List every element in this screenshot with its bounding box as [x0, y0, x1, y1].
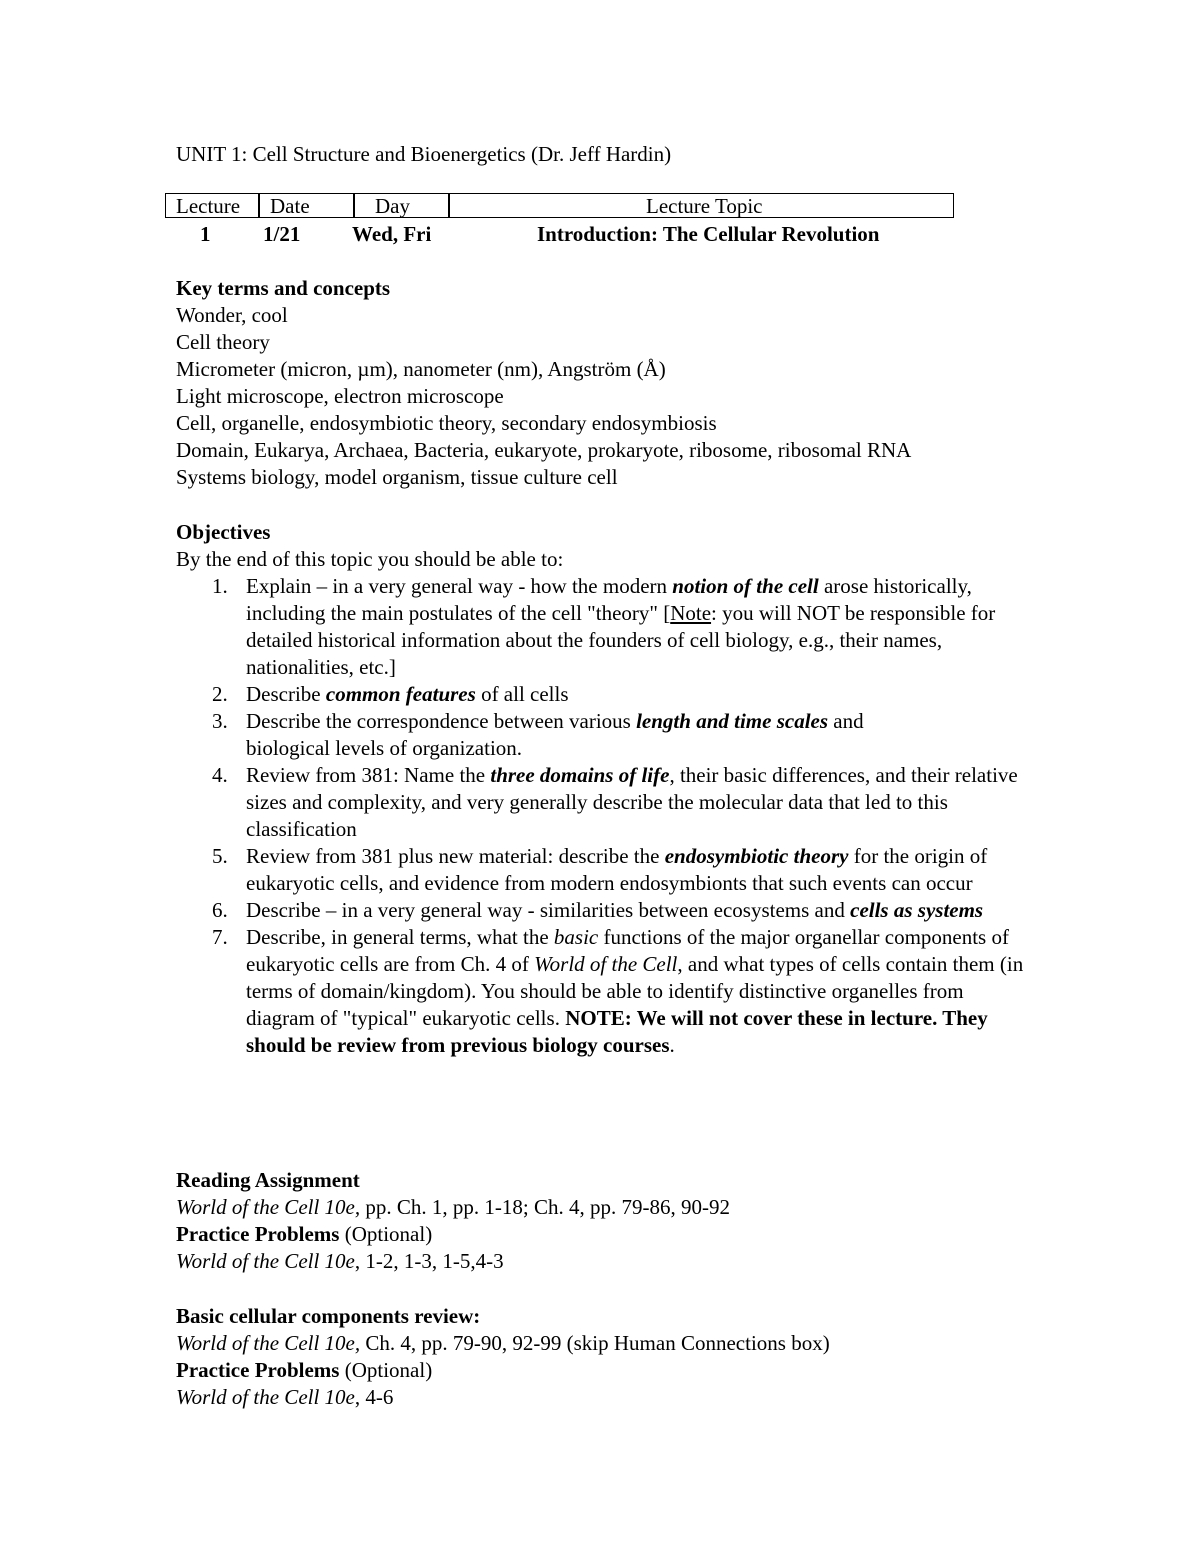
practice-line	[176, 1357, 1046, 1384]
key-term-item: Cell, organelle, endosymbiotic theory, secondary endosymbiosis	[176, 411, 717, 435]
header-date: Date	[270, 194, 310, 218]
lecture-table-header	[165, 193, 954, 218]
table-divider	[258, 193, 260, 218]
objective-item	[176, 681, 1036, 708]
objective-item	[176, 708, 946, 762]
key-terms-heading: Key terms and concepts	[176, 276, 391, 300]
objective-note: NOTE: We will not cover these in lecture. They should be review from previous biology courses	[246, 1006, 988, 1057]
objective-emphasis: endosymbiotic theory	[664, 844, 849, 868]
objective-item	[176, 843, 1006, 897]
practice-items-line	[176, 1384, 1046, 1411]
objectives-intro: By the end of this topic you should be able to:	[176, 547, 564, 571]
row-day: Wed, Fri	[352, 222, 432, 246]
objective-number: 2.	[212, 682, 228, 706]
objectives-heading: Objectives	[176, 520, 271, 544]
reading-line	[176, 1194, 1046, 1221]
objective-item	[176, 762, 1036, 843]
review-pages: Ch. 4, pp. 79-90, 92-99 (skip Human Connections box)	[360, 1331, 830, 1355]
book-title: World of the Cell	[534, 952, 678, 976]
objective-item	[176, 897, 1016, 924]
objectives-section	[176, 519, 1036, 1059]
objectives-list	[176, 573, 1036, 1059]
objective-number: 3.	[212, 709, 228, 733]
objective-text: , and what types of cells contain them (in terms of domain/kingdom). You should be able to identify distinctive organelles from diagram of "typical" eukaryotic cells.	[246, 952, 1024, 1030]
reading-pages: pp. Ch. 1, pp. 1-18; Ch. 4, pp. 79-86, 90-92	[360, 1195, 730, 1219]
objective-text: and biological levels of organization.	[246, 709, 864, 760]
table-divider	[448, 193, 450, 218]
practice-optional: (Optional)	[339, 1358, 433, 1382]
table-divider	[353, 193, 355, 218]
reading-heading: Reading Assignment	[176, 1168, 360, 1192]
objective-text: functions of the major organellar components of eukaryotic cells are from Ch. 4 of	[246, 925, 1009, 976]
practice-items: , 4-6	[354, 1385, 394, 1409]
objective-number: 5.	[212, 844, 228, 868]
book-title: World of the Cell 10e,	[176, 1195, 361, 1219]
basic-review-heading: Basic cellular components review:	[176, 1304, 481, 1328]
book-title: World of the Cell 10e	[176, 1385, 355, 1409]
unit-title: UNIT 1: Cell Structure and Bioenergetics (Dr. Jeff Hardin)	[176, 142, 672, 166]
objective-text: Explain – in a very general way - how the modern	[246, 574, 673, 598]
basic-review-section	[176, 1303, 1046, 1411]
objective-number: 7.	[212, 925, 228, 949]
objective-text: Describe – in a very general way - similarities between ecosystems and	[246, 898, 851, 922]
lecture-row	[0, 221, 1200, 248]
objective-emphasis: three domains of life	[490, 763, 670, 787]
objective-emphasis: common features	[325, 682, 476, 706]
note-label: Note	[670, 601, 712, 625]
practice-items-line	[176, 1248, 1046, 1275]
practice-label: Practice Problems	[176, 1358, 340, 1382]
practice-items: , 1-2, 1-3, 1-5,4-3	[354, 1249, 504, 1273]
objective-text: .	[669, 1033, 675, 1057]
objective-number: 4.	[212, 763, 228, 787]
objective-number: 1.	[212, 574, 228, 598]
objective-text: Review from 381: Name the	[246, 763, 491, 787]
objective-emphasis: length and time scales	[636, 709, 829, 733]
row-topic: Introduction: The Cellular Revolution	[537, 222, 880, 246]
book-title: World of the Cell 10e,	[176, 1331, 361, 1355]
header-day: Day	[375, 194, 410, 218]
key-term-item: Systems biology, model organism, tissue culture cell	[176, 465, 618, 489]
header-topic: Lecture Topic	[646, 194, 763, 218]
row-lecture: 1	[200, 222, 211, 246]
practice-optional: (Optional)	[339, 1222, 433, 1246]
key-term-item: Domain, Eukarya, Archaea, Bacteria, eukaryote, prokaryote, ribosome, ribosomal RNA	[176, 438, 912, 462]
objective-text: Review from 381 plus new material: describe the	[246, 844, 665, 868]
objective-emphasis: notion of the cell	[672, 574, 819, 598]
key-term-item: Wonder, cool	[176, 303, 288, 327]
objective-text: Describe	[246, 682, 326, 706]
practice-label: Practice Problems	[176, 1222, 340, 1246]
objective-item	[176, 924, 1026, 1059]
practice-line	[176, 1221, 1046, 1248]
objective-item	[176, 573, 1016, 681]
key-term-item: Cell theory	[176, 330, 270, 354]
objective-text: for the origin of eukaryotic cells, and evidence from modern endosymbionts that such events can occur	[246, 844, 988, 895]
objective-emphasis: basic	[553, 925, 599, 949]
objective-text: Describe, in general terms, what the	[246, 925, 554, 949]
objective-emphasis: cells as systems	[850, 898, 984, 922]
reading-section	[176, 1167, 1046, 1275]
objective-text: of all cells	[475, 682, 569, 706]
book-title: World of the Cell 10e	[176, 1249, 355, 1273]
key-term-item: Micrometer (micron, µm), nanometer (nm), Angström (Å)	[176, 357, 666, 381]
objective-text: arose historically, including the main postulates of the cell "theory" [	[246, 574, 972, 625]
objective-text: : you will NOT be responsible for detailed historical information about the founders of cell biology, e.g., their names, nationalities, etc.]	[246, 601, 996, 679]
row-date: 1/21	[263, 222, 301, 246]
objective-number: 6.	[212, 898, 228, 922]
objective-text: Describe the correspondence between various	[246, 709, 637, 733]
key-term-item: Light microscope, electron microscope	[176, 384, 504, 408]
basic-review-line	[176, 1330, 1046, 1357]
key-terms-section	[176, 275, 1046, 491]
objective-text: , their basic differences, and their relative sizes and complexity, and very generally describe the molecular data that led to this classification	[246, 763, 1018, 841]
header-lecture: Lecture	[176, 194, 241, 218]
